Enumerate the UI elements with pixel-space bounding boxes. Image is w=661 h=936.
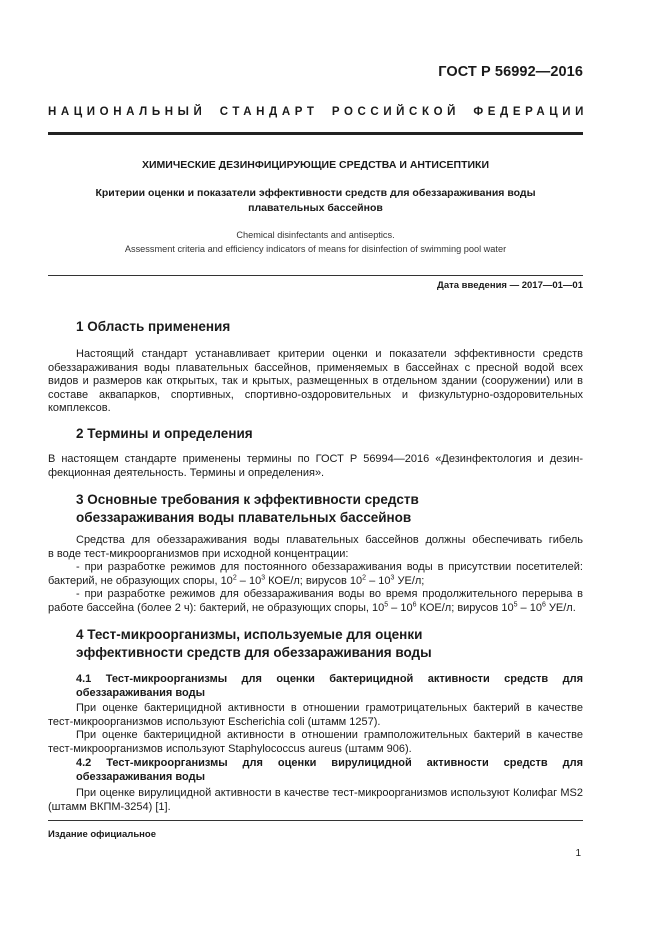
- english-title: [48, 228, 583, 256]
- text-line: составе аквапарков, спортивных, спортивно-оздоровительных и физкультурно-оздоровительных: [48, 388, 583, 401]
- text-line: в воде тест-микроорганизмов при исходной концентрации:: [48, 547, 349, 560]
- heading-line: 4 Тест-микроорганизмы, используемые для оценки: [76, 627, 423, 642]
- date-rule: [48, 275, 583, 276]
- text-line: комплексов.: [48, 402, 111, 415]
- subsection-4-1-heading: [76, 673, 583, 700]
- subsection-4-1-text: [48, 702, 583, 756]
- subtitle-line: плавательных бассейнов: [248, 202, 383, 214]
- section-4-heading: [76, 626, 432, 662]
- text-line: видов и размеров как открытых, так и крытых, размещенных в отдельном здании (сооружении) или в: [48, 375, 583, 388]
- heading-line: обеззараживания воды: [76, 686, 205, 699]
- subtitle-line: Критерии оценки и показатели эффективности средств для обеззараживания воды: [95, 187, 536, 199]
- text-line: бактерий, не образующих споры, $10^2 - 10^3$ КОЕ/л; вирусов $10^2 - 10^3$ УЕ/л;: [48, 574, 425, 587]
- text-line: - при разработке режимов для постоянного обеззараживания воды в присутствии посетителей:: [76, 561, 583, 574]
- heading-line: обеззараживания воды: [76, 770, 205, 783]
- heading-line: 4.2 Тест-микроорганизмы для оценки вирулицидной активности средств для: [76, 757, 583, 769]
- document-subtitle: [48, 186, 583, 216]
- text-line: В настоящем стандарте применены термины по ГОСТ Р 56994—2016 «Дезинфектология и дезин-: [48, 453, 583, 465]
- section-1-heading: 1 Область применения: [76, 319, 231, 334]
- heading-line: 4.1 Тест-микроорганизмы для оценки бактерицидной активности средств для: [76, 673, 583, 685]
- text-line: (штамм ВКПМ-3254) [1].: [48, 800, 171, 813]
- text-line: Средства для обеззараживания воды плавательных бассейнов должны обеспечивать гибель: [76, 534, 583, 546]
- national-standard-banner: НАЦИОНАЛЬНЫЙ СТАНДАРТ РОССИЙСКОЙ ФЕДЕРАЦИИ: [48, 106, 588, 118]
- footer-rule: [48, 820, 583, 821]
- header-rule: [48, 132, 583, 135]
- section-2-heading: 2 Термины и определения: [76, 426, 253, 441]
- text-line: обеззараживания воды плавательных бассейнов, применяемых в бассейнах с пресной водой всех: [48, 361, 583, 374]
- document-title: ХИМИЧЕСКИЕ ДЕЗИНФИЦИРУЮЩИЕ СРЕДСТВА И АНТИСЕПТИКИ: [142, 159, 489, 171]
- text-line: - при разработке режимов для обеззараживания воды во время продолжительного перерыва в: [76, 588, 583, 601]
- english-title-line: Chemical disinfectants and antiseptics.: [236, 230, 395, 240]
- text-line: фекционная деятельность. Термины и определения».: [48, 466, 325, 479]
- english-title-line: Assessment criteria and efficiency indicators of means for disinfection of swimming pool water: [124, 244, 507, 254]
- page-number: 1: [575, 848, 581, 859]
- text-line: Настоящий стандарт устанавливает критерии оценки и показатели эффективности средств: [76, 348, 583, 360]
- text-line: тест-микроорганизмов используют Escherichia coli (штамм 1257).: [48, 715, 381, 728]
- text-line: При оценке бактерицидной активности в отношении грамотрицательных бактерий в качестве: [76, 702, 583, 714]
- text-line: При оценке бактерицидной активности в отношении грамположительных бактерий в качестве: [76, 729, 583, 742]
- subsection-4-2-heading: [76, 757, 583, 784]
- text-line: При оценке вирулицидной активности в качестве тест-микроорганизмов используют Колифаг MS2: [76, 787, 583, 799]
- text-line: тест-микроорганизмов используют Staphylococcus aureus (штамм 906).: [48, 742, 412, 755]
- heading-line: эффективности средств для обеззараживания воды: [76, 645, 432, 660]
- section-1-text: [48, 348, 583, 416]
- heading-line: обеззараживания воды плавательных бассейнов: [76, 510, 412, 525]
- text-line: работе бассейна (более 2 ч): бактерий, не образующих споры, $10^5 - 10^6$ КОЕ/л; вирусов $10^5 - 10^6$ УЕ/л.: [48, 601, 576, 614]
- section-3-text: [48, 534, 583, 616]
- document-code: ГОСТ Р 56992—2016: [438, 64, 583, 80]
- section-2-text: [48, 453, 583, 480]
- heading-line: 3 Основные требования к эффективности средств: [76, 492, 419, 507]
- subsection-4-2-text: [48, 787, 583, 814]
- section-3-heading: [76, 491, 419, 527]
- official-edition-label: Издание официальное: [48, 829, 156, 840]
- introduction-date: Дата введения — 2017—01—01: [437, 280, 583, 291]
